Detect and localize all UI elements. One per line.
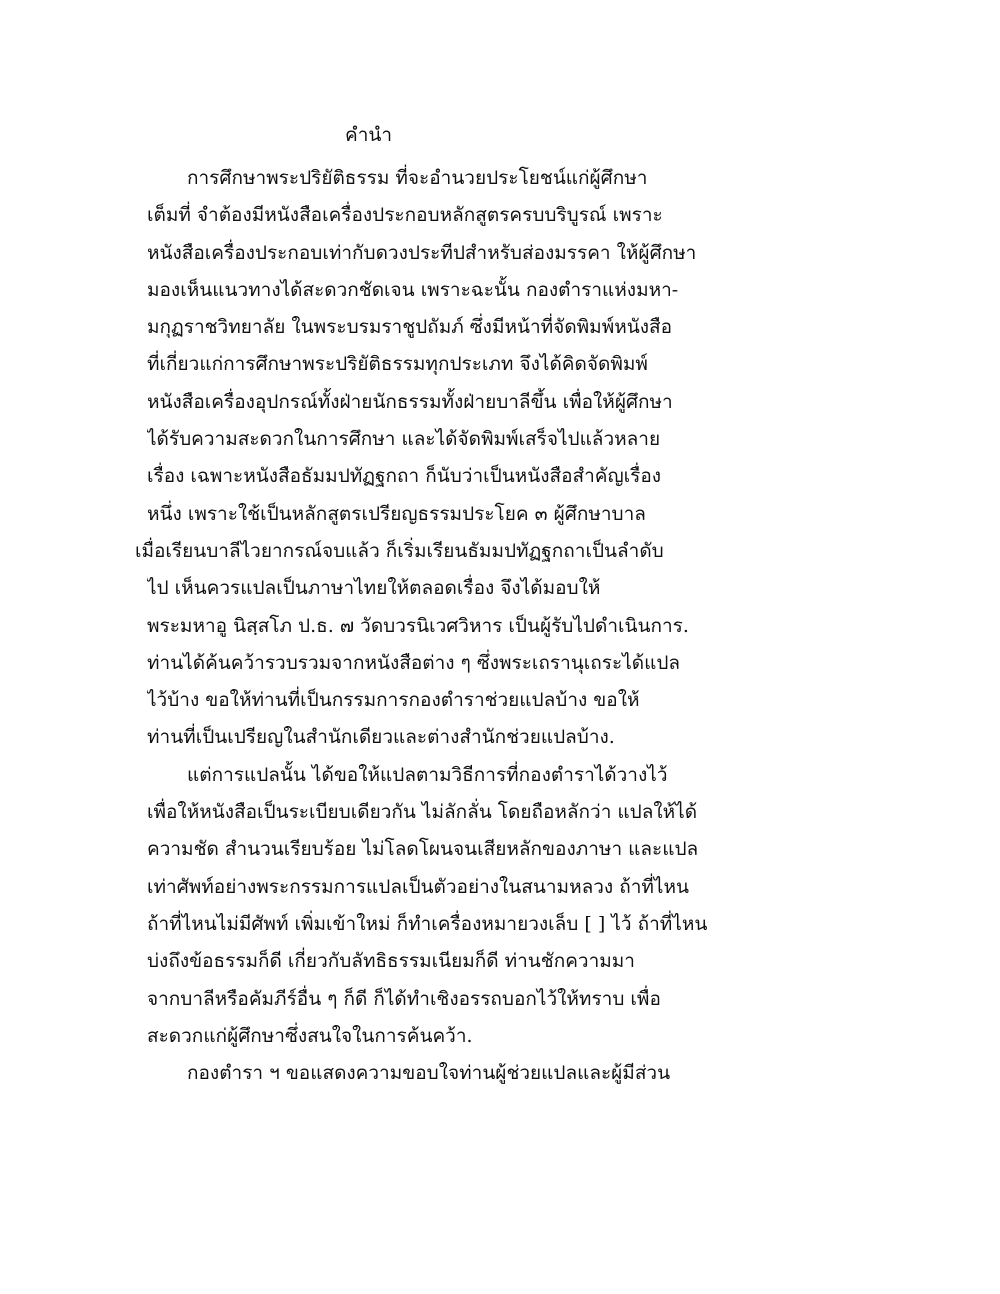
document-title: คำนำ (345, 124, 393, 146)
text-line: ท่านได้ค้นคว้ารวบรวมจากหนังสือต่าง ๆ ซึ่งพระเถรานุเถระได้แปล (147, 651, 681, 674)
text-line: มกุฏราชวิทยาลัย ในพระบรมราชูปถัมภ์ ซึ่งมีหน้าที่จัดพิมพ์หนังสือ (147, 316, 673, 339)
text-line: ได้รับความสะดวกในการศึกษา และได้จัดพิมพ์เสร็จไปแล้วหลาย (147, 428, 661, 451)
text-line: เท่าศัพท์อย่างพระกรรมการแปลเป็นตัวอย่างในสนามหลวง ถ้าที่ไหน (147, 875, 689, 898)
text-line: หนังสือเครื่องอุปกรณ์ทั้งฝ่ายนักธรรมทั้งฝ่ายบาลีขึ้น เพื่อให้ผู้ศึกษา (147, 390, 673, 413)
text-line: ไว้บ้าง ขอให้ท่านที่เป็นกรรมการกองตำราช่วยแปลบ้าง ขอให้ (147, 689, 640, 712)
text-line: แต่การแปลนั้น ได้ขอให้แปลตามวิธีการที่กองตำราได้วางไว้ (187, 763, 668, 786)
text-line: ีเมื่อเรียนบาลีไวยากรณ์จบแล้ว ก็เริ่มเรียนธัมมปทัฏฐกถาเป็นลำดับ (135, 539, 664, 562)
text-line: ท่านที่เป็นเปรียญในสำนักเดียวและต่างสำนักช่วยแปลบ้าง. (147, 726, 615, 749)
text-line: การศึกษาพระปริยัติธรรม ที่จะอำนวยประโยชน์แก่ผู้ศึกษา (187, 167, 648, 189)
text-line: พระมหาอู นิสฺสโภ ป.ธ. ๗ วัดบวรนิเวศวิหาร เป็นผู้รับไปดำเนินการ. (147, 614, 689, 637)
text-line: หนึ่ง เพราะใช้เป็นหลักสูตรเปรียญธรรมประโยค ๓ ผู้ศึกษาบาล (147, 502, 646, 525)
text-line: สะดวกแก่ผู้ศึกษาซึ่งสนใจในการค้นคว้า. (147, 1024, 473, 1047)
text-line: เต็มที่ จำต้องมีหนังสือเครื่องประกอบหลักสูตรครบบริบูรณ์ เพราะ (147, 204, 663, 227)
text-line: หนังสือเครื่องประกอบเท่ากับดวงประทีปสำหรับส่องมรรคา ให้ผู้ศึกษา (147, 241, 697, 264)
text-line: ที่เกี่ยวแก่การศึกษาพระปริยัติธรรมทุกประเภท จึงได้คิดจัดพิมพ์ (147, 353, 648, 376)
text-line: จากบาลีหรือคัมภีร์อื่น ๆ ก็ดี ก็ได้ทำเชิงอรรถบอกไว้ให้ทราบ เพื่อ (147, 987, 661, 1010)
text-line: มองเห็นแนวทางได้สะดวกชัดเจน เพราะฉะนั้น กองตำราแห่งมหา- (147, 278, 679, 301)
text-line: ถ้าที่ไหนไม่มีศัพท์ เพิ่มเข้าใหม่ ก็ทำเครื่องหมายวงเล็บ [ ] ไว้ ถ้าที่ไหน (147, 912, 708, 935)
text-line: บ่งถึงข้อธรรมก็ดี เกี่ยวกับลัทธิธรรมเนียมก็ดี ท่านชักความมา (147, 950, 635, 973)
document-body (135, 160, 747, 1092)
text-line: เรื่อง เฉพาะหนังสือธัมมปทัฏฐกถา ก็นับว่าเป็นหนังสือสำคัญเรื่อง (147, 465, 662, 488)
text-line: เพื่อให้หนังสือเป็นระเบียบเดียวกัน ไม่ลักลั่น โดยถือหลักว่า แปลให้ได้ (147, 801, 698, 824)
text-line: กองตำรา ฯ ขอแสดงความขอบใจท่านผู้ช่วยแปลและผู้มีส่วน (187, 1062, 671, 1085)
text-line: ไป เห็นควรแปลเป็นภาษาไทยให้ตลอดเรื่อง จึงได้มอบให้ (147, 577, 601, 600)
text-line: ความชัด สำนวนเรียบร้อย ไม่โลดโผนจนเสียหลักของภาษา และแปล (147, 838, 699, 861)
